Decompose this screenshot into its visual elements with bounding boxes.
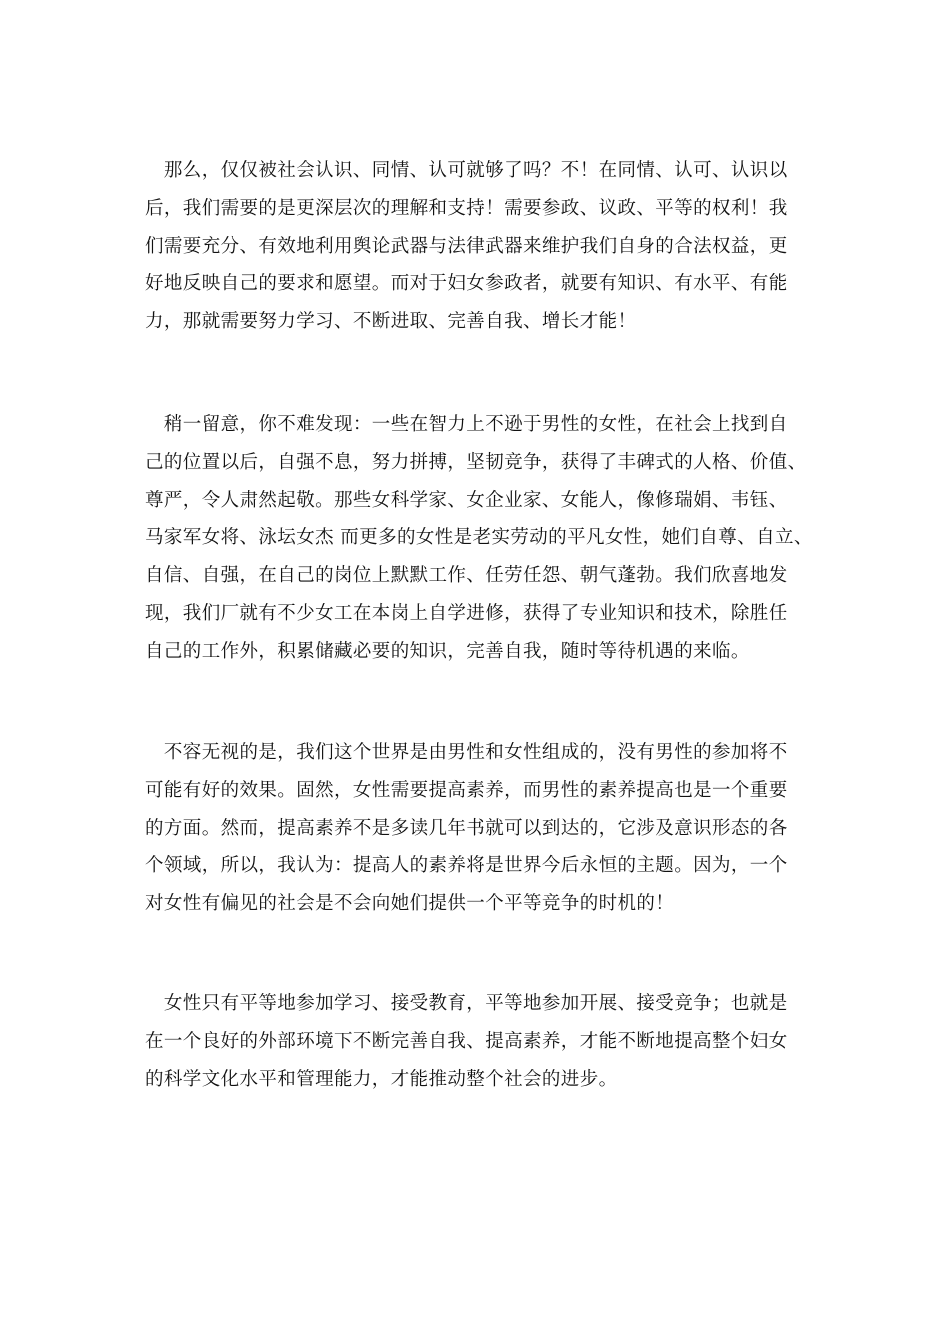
text-line: 后，我们需要的是更深层次的理解和支持！需要参政、议政、平等的权利！我 xyxy=(145,197,788,219)
text-line: 自信、自强，在自己的岗位上默默工作、任劳任怨、朝气蓬勃。我们欣喜地发 xyxy=(145,565,788,587)
text-line: 那么，仅仅被社会认识、同情、认可就够了吗？不！在同情、认可、认识以 xyxy=(145,160,788,181)
text-line: 的方面。然而，提高素养不是多读几年书就可以到达的，它涉及意识形态的各 xyxy=(145,817,788,839)
paragraph-3 xyxy=(145,734,788,923)
text-line: 己的位置以后，自强不息，努力拼搏，坚韧竞争，获得了丰碑式的人格、价值、 xyxy=(145,451,807,473)
text-line: 可能有好的效果。固然，女性需要提高素养，而男性的素养提高也是一个重要 xyxy=(145,779,788,801)
text-line: 力，那就需要努力学习、不断进取、完善自我、增长才能！ xyxy=(145,311,637,333)
paragraph-2 xyxy=(145,406,813,671)
text-line: 对女性有偏见的社会是不会向她们提供一个平等竞争的时机的！ xyxy=(145,893,675,915)
text-line: 女性只有平等地参加学习、接受教育，平等地参加开展、接受竞争；也就是 xyxy=(145,993,788,1014)
text-line: 们需要充分、有效地利用舆论武器与法律武器来维护我们自身的合法权益，更 xyxy=(145,235,788,257)
text-line: 好地反映自己的要求和愿望。而对于妇女参政者，就要有知识、有水平、有能 xyxy=(145,273,788,295)
text-line: 稍一留意，你不难发现：一些在智力上不逊于男性的女性，在社会上找到自 xyxy=(145,414,788,435)
text-line: 自己的工作外，积累储藏必要的知识，完善自我，随时等待机遇的来临。 xyxy=(145,640,750,662)
paragraph-1 xyxy=(145,152,788,341)
text-line: 尊严，令人肃然起敬。那些女科学家、女企业家、女能人，像修瑞娟、韦钰、 xyxy=(145,489,788,511)
text-line: 不容无视的是，我们这个世界是由男性和女性组成的，没有男性的参加将不 xyxy=(145,742,788,763)
text-line: 在一个良好的外部环境下不断完善自我、提高素养，才能不断地提高整个妇女 xyxy=(145,1030,788,1052)
text-line: 个领域，所以，我认为：提高人的素养将是世界今后永恒的主题。因为，一个 xyxy=(145,855,788,877)
text-line: 的科学文化水平和管理能力，才能推动整个社会的进步。 xyxy=(145,1068,618,1090)
text-line: 马家军女将、泳坛女杰 而更多的女性是老实劳动的平凡女性，她们自尊、自立、 xyxy=(145,527,813,549)
text-line: 现，我们厂就有不少女工在本岗上自学进修，获得了专业知识和技术，除胜任 xyxy=(145,602,788,624)
paragraph-4 xyxy=(145,985,788,1098)
